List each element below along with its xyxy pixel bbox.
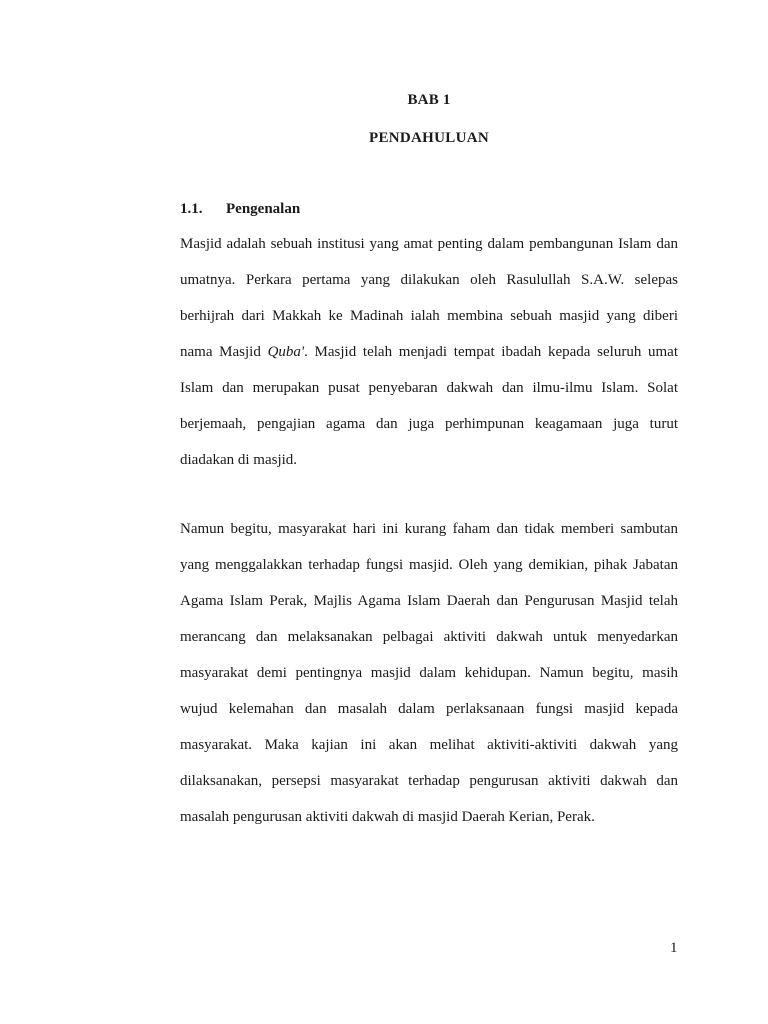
chapter-title: PENDAHULUAN (369, 130, 489, 146)
paragraph-line (180, 334, 678, 370)
line-text: merancang dan melaksanakan pelbagai aktiviti dakwah untuk menyedarkan (180, 629, 678, 645)
line-text: masalah pengurusan aktiviti dakwah di masjid Daerah Kerian, Perak. (180, 809, 595, 825)
paragraph-line (180, 655, 678, 691)
line-text: berjemaah, pengajian agama dan juga perhimpunan keagamaan juga turut (180, 416, 678, 432)
line-text: masyarakat demi pentingnya masjid dalam kehidupan. Namun begitu, masih (180, 665, 678, 681)
section-heading (180, 201, 300, 218)
line-text: wujud kelemahan dan masalah dalam perlaksanaan fungsi masjid kepada (180, 701, 678, 717)
paragraph-introduction (180, 226, 678, 478)
paragraph-line (180, 619, 678, 655)
paragraph-line (180, 406, 678, 442)
paragraph-line (180, 226, 678, 262)
line-text: Islam dan merupakan pusat penyebaran dakwah dan ilmu-ilmu Islam. Solat (180, 380, 678, 396)
line-text: Masjid adalah sebuah institusi yang amat penting dalam pembangunan Islam dan (180, 236, 678, 252)
line-text: yang menggalakkan terhadap fungsi masjid. Oleh yang demikian, pihak Jabatan (180, 557, 678, 573)
emphasis-term: Quba' (267, 344, 305, 360)
paragraph-line (180, 511, 678, 547)
paragraph-line (180, 583, 678, 619)
paragraph-line (180, 298, 678, 334)
paragraph-line (180, 763, 678, 799)
paragraph-problem-statement (180, 511, 678, 835)
paragraph-line (180, 691, 678, 727)
paragraph-line (180, 799, 678, 835)
line-text: diadakan di masjid. (180, 452, 298, 468)
line-text: umatnya. Perkara pertama yang dilakukan oleh Rasulullah S.A.W. selepas (180, 272, 678, 288)
line-text: Agama Islam Perak, Majlis Agama Islam Daerah dan Pengurusan Masjid telah (180, 593, 678, 609)
chapter-label: BAB 1 (407, 92, 451, 108)
line-text: dilaksanakan, persepsi masyarakat terhadap pengurusan aktiviti dakwah dan (180, 773, 678, 789)
line-text: nama Masjid (180, 344, 268, 360)
section-number: 1.1. (180, 201, 203, 217)
paragraph-line (180, 727, 678, 763)
paragraph-line (180, 547, 678, 583)
paragraph-line (180, 442, 678, 478)
line-text: . Masjid telah menjadi tempat ibadah kepada seluruh umat (304, 344, 679, 360)
line-text: Namun begitu, masyarakat hari ini kurang faham dan tidak memberi sambutan (180, 521, 678, 537)
section-title: Pengenalan (226, 201, 301, 217)
paragraph-line (180, 370, 678, 406)
paragraph-line (180, 262, 678, 298)
line-text: masyarakat. Maka kajian ini akan melihat aktiviti-aktiviti dakwah yang (180, 737, 678, 753)
page-number: 1 (670, 940, 678, 956)
line-text: berhijrah dari Makkah ke Madinah ialah membina sebuah masjid yang diberi (180, 308, 678, 324)
